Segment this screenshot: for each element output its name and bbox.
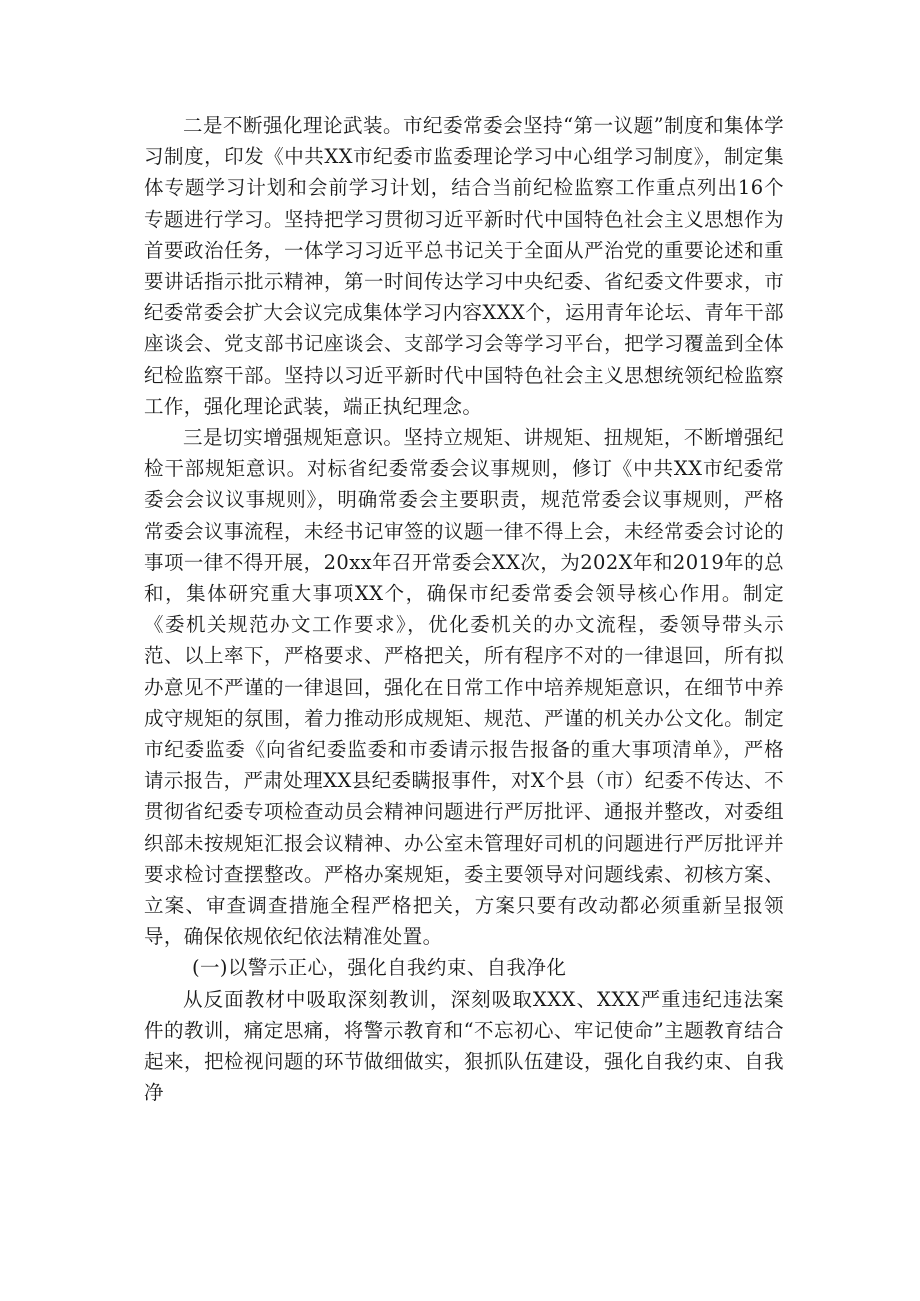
- section-heading: (一)以警示正心，强化自我约束、自我净化: [192, 956, 567, 980]
- paragraph-warning-education: 从反面教材中吸取深刻教训，深刻吸取XXX、XXX严重违纪违法案件的教训，痛定思痛，将警示教育和“不忘初心、牢记使命”主题教育结合起来，把检视问题的环节做细做实，狠抓队伍建设，强化自我约束、自我净: [144, 987, 784, 1105]
- paragraph-theory-study: 二是不断强化理论武装。市纪委常委会坚持“第一议题”制度和集体学习制度，印发《中共XX市纪委市监委理论学习中心组学习制度》，制定集体专题学习计划和会前学习计划，结合当前纪检监察工作重点列出16个专题进行学习。坚持把学习贯彻习近平新时代中国特色社会主义思想作为首要政治任务，一体学习习近平总书记关于全面从严治党的重要论述和重要讲话指示批示精神，第一时间传达学习中央纪委、省纪委文件要求，市纪委常委会扩大会议完成集体学习内容XXX个，运用青年论坛、青年干部座谈会、党支部书记座谈会、支部学习会等学习平台，把学习覆盖到全体纪检监察干部。坚持以习近平新时代中国特色社会主义思想统领纪检监察工作，强化理论武装，端正执纪理念。: [144, 114, 784, 418]
- document-body: [144, 110, 784, 1109]
- paragraph-rules-awareness: 三是切实增强规矩意识。坚持立规矩、讲规矩、扭规矩，不断增强纪检干部规矩意识。对标省纪委常委会议事规则，修订《中共XX市纪委常委会会议议事规则》，明确常委会主要职责，规范常委会议事规则，严格常委会议事流程，未经书记审签的议题一律不得上会，未经常委会讨论的事项一律不得开展，20xx年召开常委会XX次，为202X年和2019年的总和，集体研究重大事项XX个，确保市纪委常委会领导核心作用。制定《委机关规范办文工作要求》，优化委机关的办文流程，委领导带头示范、以上率下，严格要求、严格把关，所有程序不对的一律退回，所有拟办意见不严谨的一律退回，强化在日常工作中培养规矩意识，在细节中养成守规矩的氛围，着力推动形成规矩、规范、严谨的机关办公文化。制定市纪委监委《向省纪委监委和市委请示报告报备的重大事项清单》，严格请示报告，严肃处理XX县纪委瞒报事件，对X个县（市）纪委不传达、不贯彻省纪委专项检查动员会精神问题进行严厉批评、通报并整改，对委组织部未按规矩汇报会议精神、办公室未管理好司机的问题进行严厉批评并要求检讨查摆整改。严格办案规矩，委主要领导对问题线索、初核方案、立案、审查调查措施全程严格把关，方案只要有改动都必须重新呈报领导，确保依规依纪依法精准处置。: [144, 426, 784, 949]
